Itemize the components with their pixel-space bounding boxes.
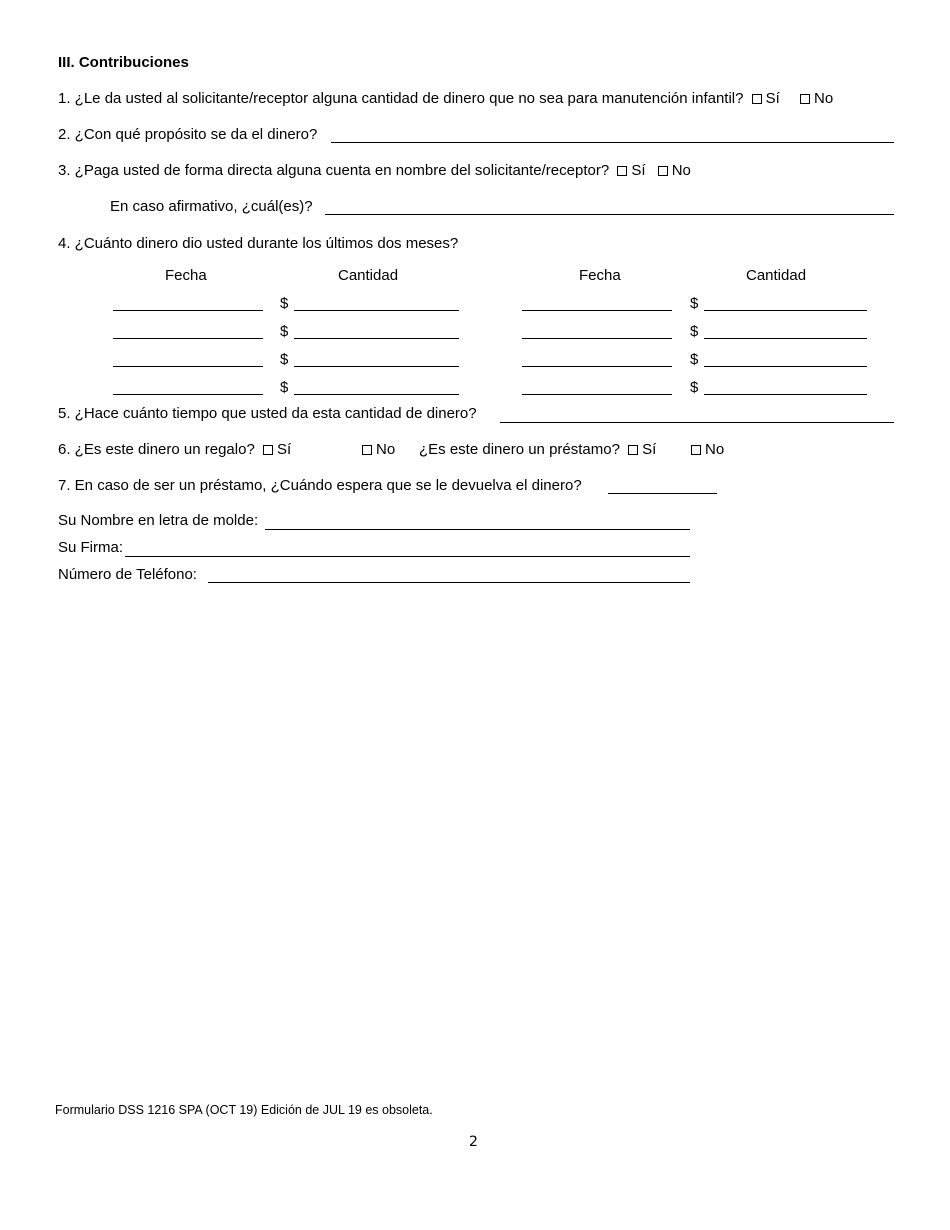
column-header-fecha-left: Fecha [165,267,207,284]
q6-gift-yes-label: Sí [276,441,292,458]
printed-name-label: Su Nombre en letra de molde: [58,512,259,529]
question-6-loan-text: ¿Es este dinero un préstamo? [419,441,620,458]
q3-yes-checkbox[interactable] [617,166,627,176]
q3-yes-option[interactable] [617,162,645,180]
q1-yes-label: Sí [765,90,780,107]
q4-date-field[interactable] [522,338,672,339]
question-3-text: 3. ¿Paga usted de forma directa alguna cuenta en nombre del solicitante/receptor? [58,162,610,179]
q6-loan-no-option[interactable] [691,441,724,459]
q3-no-label: No [671,162,691,179]
q4-amount-field[interactable] [294,394,459,395]
question-1 [58,90,833,108]
q1-yes-option[interactable] [752,90,780,108]
q1-no-label: No [814,90,834,107]
printed-name-field[interactable] [265,529,690,530]
q4-amount-field[interactable] [294,366,459,367]
q4-date-field[interactable] [113,338,263,339]
q3-followup-text: En caso afirmativo, ¿cuál(es)? [110,198,313,215]
q4-amount-field[interactable] [704,338,867,339]
q4-amount-field[interactable] [294,310,459,311]
form-identifier: Formulario DSS 1216 SPA (OCT 19) Edición de JUL 19 es obsoleta. [55,1103,433,1117]
q6-gift-no-option[interactable] [362,441,395,459]
question-1-text: 1. ¿Le da usted al solicitante/receptor alguna cantidad de dinero que no sea para manutención infantil? [58,90,744,107]
currency-sign: $ [280,351,289,368]
question-6-loan [419,441,656,459]
currency-sign: $ [280,295,289,312]
q3-followup-field[interactable] [325,214,894,215]
q1-no-option[interactable] [800,90,833,108]
page-number: 2 [469,1134,478,1150]
q6-gift-no-checkbox[interactable] [362,445,372,455]
question-7-text: 7. En caso de ser un préstamo, ¿Cuándo espera que se le devuelva el dinero? [58,477,582,494]
q6-gift-yes-checkbox[interactable] [263,445,273,455]
question-4-text: 4. ¿Cuánto dinero dio usted durante los últimos dos meses? [58,235,459,252]
phone-field[interactable] [208,582,690,583]
q6-loan-no-checkbox[interactable] [691,445,701,455]
question-2-text: 2. ¿Con qué propósito se da el dinero? [58,126,318,143]
question-6-gift [58,441,291,459]
q3-no-checkbox[interactable] [658,166,668,176]
q1-yes-checkbox[interactable] [752,94,762,104]
question-3 [58,162,691,180]
column-header-fecha-right: Fecha [579,267,621,284]
q6-loan-yes-label: Sí [642,441,657,458]
q4-date-field[interactable] [522,310,672,311]
section-title: III. Contribuciones [58,54,189,71]
q1-no-checkbox[interactable] [800,94,810,104]
q4-amount-field[interactable] [704,366,867,367]
q3-no-option[interactable] [658,162,691,180]
q4-amount-field[interactable] [294,338,459,339]
signature-label: Su Firma: [58,539,124,556]
q6-loan-no-label: No [705,441,725,458]
q7-return-date-field[interactable] [608,493,717,494]
currency-sign: $ [690,323,699,340]
q4-date-field[interactable] [522,366,672,367]
question-5-text: 5. ¿Hace cuánto tiempo que usted da esta cantidad de dinero? [58,405,477,422]
signature-field[interactable] [125,556,690,557]
q6-loan-yes-option[interactable] [628,441,656,459]
currency-sign: $ [690,379,699,396]
q6-gift-no-label: No [376,441,396,458]
q4-date-field[interactable] [113,310,263,311]
currency-sign: $ [690,351,699,368]
q6-loan-yes-checkbox[interactable] [628,445,638,455]
question-6-gift-text: 6. ¿Es este dinero un regalo? [58,441,255,458]
q4-amount-field[interactable] [704,310,867,311]
column-header-cantidad-right: Cantidad [746,267,807,284]
q4-date-field[interactable] [522,394,672,395]
currency-sign: $ [280,379,289,396]
q5-duration-field[interactable] [500,422,894,423]
q4-date-field[interactable] [113,394,263,395]
phone-label: Número de Teléfono: [58,566,197,583]
q4-date-field[interactable] [113,366,263,367]
column-header-cantidad-left: Cantidad [338,267,399,284]
currency-sign: $ [690,295,699,312]
currency-sign: $ [280,323,289,340]
q3-yes-label: Sí [631,162,646,179]
q4-amount-field[interactable] [704,394,867,395]
q2-purpose-field[interactable] [331,142,894,143]
q6-gift-yes-option[interactable] [263,441,291,459]
